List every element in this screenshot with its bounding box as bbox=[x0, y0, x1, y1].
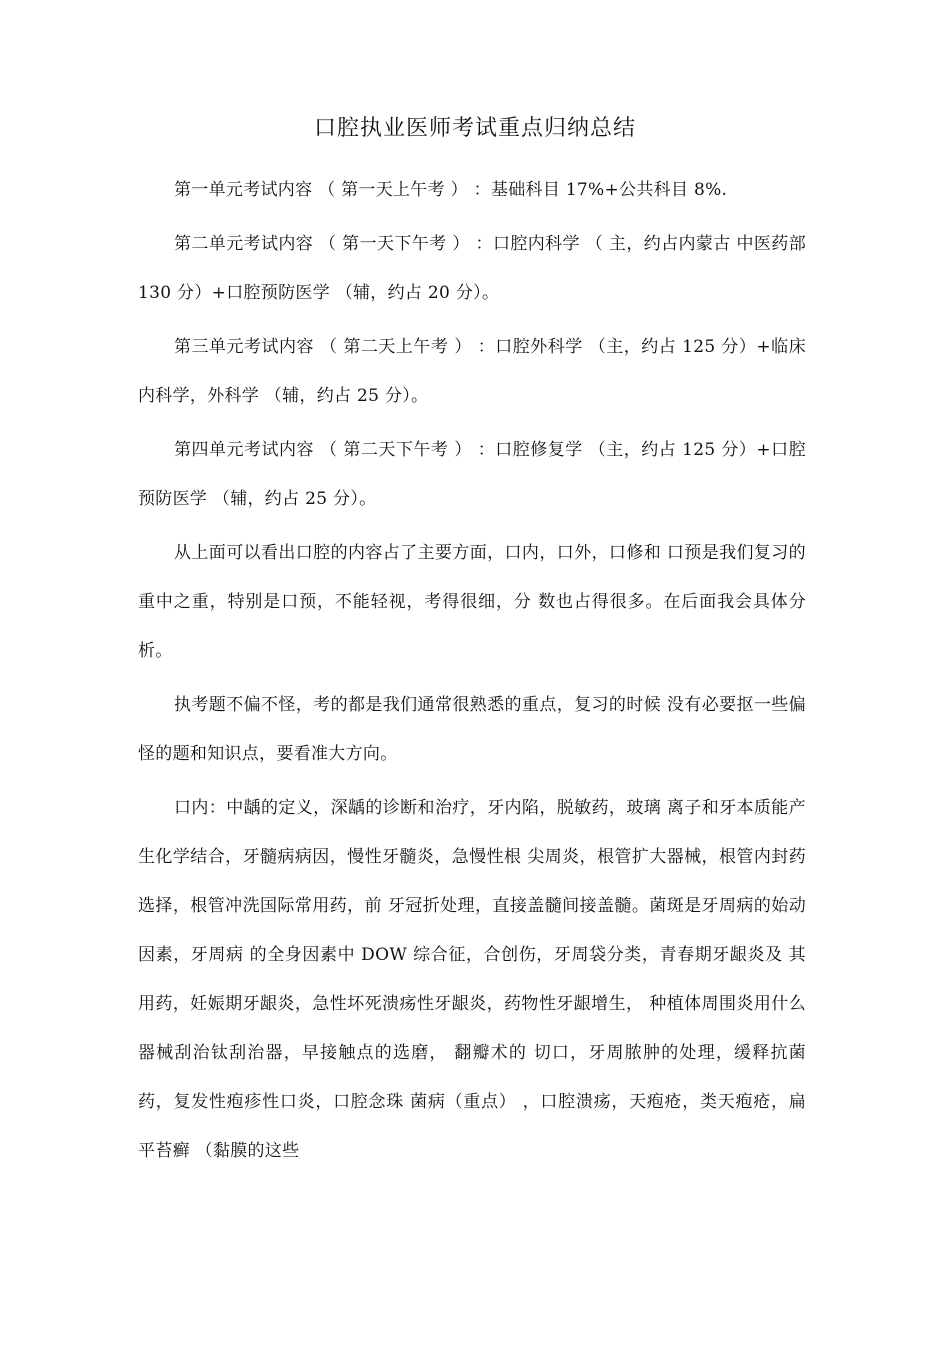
paragraph-analysis: 从上面可以看出口腔的内容占了主要方面，口内，口外，口修和 口预是我们复习的重中之重，特别是口预，不能轻视，考得很细，分 数也占得很多。在后面我会具体分析。 bbox=[138, 543, 806, 661]
paragraph-unit-2: 第二单元考试内容 （ 第一天下午考 ） ：口腔内科学 （ 主，约占内蒙古 中医药部 130 分）+口腔预防医学 （辅，约占 20 分）。 bbox=[138, 234, 806, 303]
document-title: 口腔执业医师考试重点归纳总结 bbox=[313, 116, 636, 141]
document-body bbox=[138, 166, 806, 1181]
paragraph-unit-1: 第一单元考试内容 （ 第一天上午考 ） ：基础科目 17%+公共科目 8%. bbox=[174, 180, 728, 200]
paragraph-unit-4: 第四单元考试内容 （ 第二天下午考 ） ：口腔修复学 （主，约占 125 分）+口腔预防医学 （辅，约占 25 分）。 bbox=[138, 440, 806, 509]
paragraph-unit-3: 第三单元考试内容 （ 第二天上午考 ） ：口腔外科学 （主，约占 125 分）+临床内科学，外科学 （辅，约占 25 分）。 bbox=[138, 337, 806, 406]
paragraph-oral-medicine-topics: 口内：中龋的定义，深龋的诊断和治疗，牙内陷，脱敏药，玻璃 离子和牙本质能产生化学结合，牙髓病病因，慢性牙髓炎，急慢性根 尖周炎，根管扩大器械，根管内封药选择，根管冲洗国际常用药，前 牙冠折处理，直接盖髓间接盖髓。菌斑是牙周病的始动因素，牙周病 的全身因素中 DOW 综合征，合创伤，牙周袋分类，青春期牙龈炎及 其用药，妊娠期牙龈炎，急性坏死溃疡性牙龈炎，药物性牙龈增生， 种植体周围炎用什么器械刮治钛刮治器，早接触点的选磨， 翻瓣术的 切口，牙周脓肿的处理，缓释抗菌药，复发性疱疹性口炎，口腔念珠 菌病（重点） ，口腔溃疡，天疱疮，类天疱疮，扁平苔癣 （黏膜的这些 bbox=[138, 798, 806, 1161]
paragraph-exam-advice: 执考题不偏不怪，考的都是我们通常很熟悉的重点，复习的时候 没有必要抠一些偏怪的题和知识点，要看准大方向。 bbox=[138, 695, 806, 764]
